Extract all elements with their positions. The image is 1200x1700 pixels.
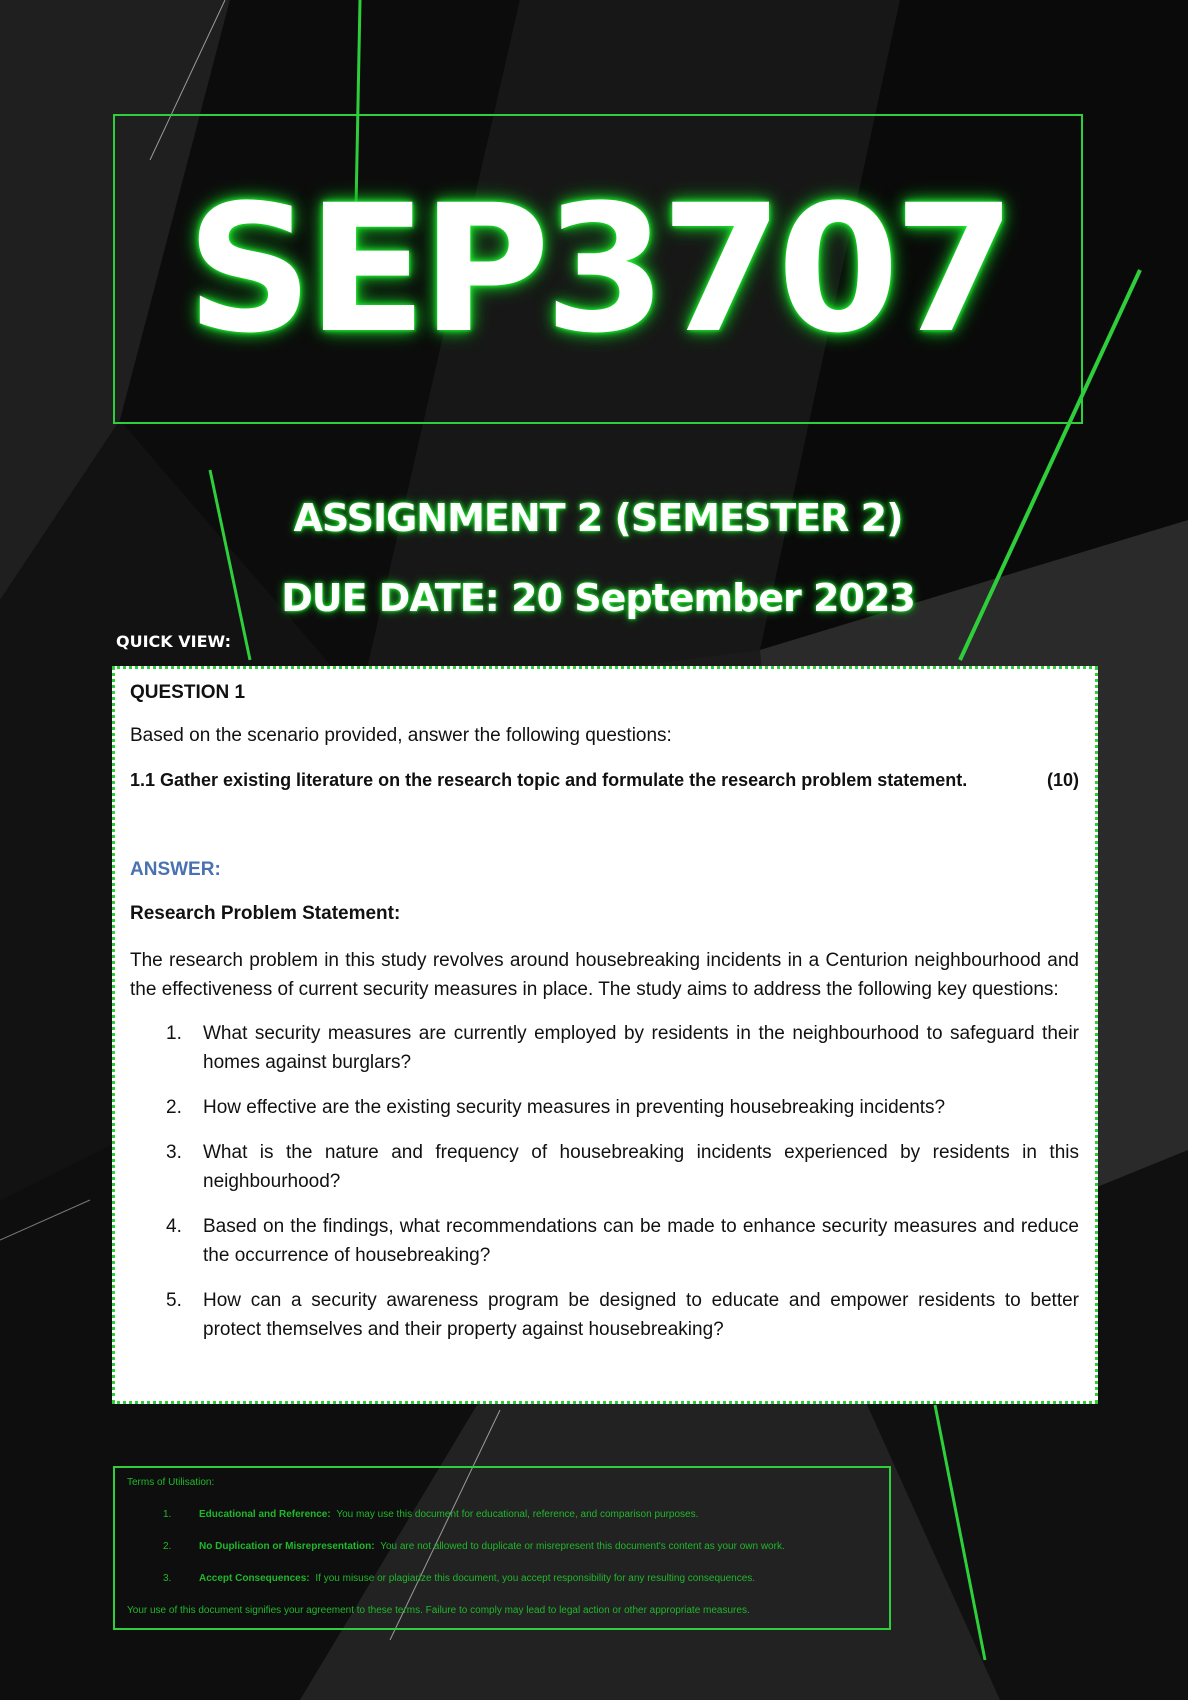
terms-item-title: Accept Consequences: [199,1573,310,1584]
research-problem-heading: Research Problem Statement: [130,903,401,924]
list-item-number: 1. [166,1023,182,1044]
terms-heading: Terms of Utilisation: [127,1477,215,1488]
terms-item [127,1540,877,1554]
terms-item-number: 2. [163,1541,172,1552]
question-intro: Based on the scenario provided, answer the following questions: [130,725,672,746]
terms-item [127,1508,877,1522]
terms-item-text: You may use this document for educational, reference, and comparison purposes. [336,1509,699,1520]
terms-item [127,1572,877,1586]
list-item-number: 2. [166,1097,182,1118]
page-edge-strip [1188,0,1200,1700]
research-questions-list [130,1019,1079,1344]
terms-item-number: 1. [163,1509,172,1520]
due-date: DUE DATE: 20 September 2023 [281,576,915,620]
list-item-number: 5. [166,1290,182,1311]
question-item-marks: (10) [1046,770,1079,790]
question-item-text: 1.1 Gather existing literature on the research topic and formulate the research problem statement. [130,770,968,790]
terms-item-title: Educational and Reference: [199,1509,331,1520]
list-item-text: What is the nature and frequency of housebreaking incidents experienced by residents in this neighbourhood? [203,1142,1079,1192]
terms-box [113,1466,891,1630]
assignment-title: ASSIGNMENT 2 (SEMESTER 2) [293,496,903,540]
question-item [130,768,1079,792]
list-item [130,1138,1079,1196]
list-item-number: 3. [166,1142,182,1163]
content-box [112,666,1098,1404]
terms-footer: Your use of this document signifies your agreement to these terms. Failure to comply may lead to legal action or other appropriate measures. [127,1605,750,1616]
list-item [130,1286,1079,1344]
question-heading: QUESTION 1 [130,682,246,703]
terms-item-title: No Duplication or Misrepresentation: [199,1541,375,1552]
list-item [130,1019,1079,1077]
list-item-number: 4. [166,1216,182,1237]
answer-label: ANSWER: [130,859,221,880]
terms-item-text: If you misuse or plagiarize this document, you accept responsibility for any resulting consequences. [315,1573,756,1584]
quick-view-label: QUICK VIEW: [116,632,232,651]
list-item [130,1093,1079,1122]
course-code-title: SEP3707 [186,167,1010,372]
list-item-text: Based on the findings, what recommendations can be made to enhance security measures and reduce the occurrence of housebreaking? [203,1216,1079,1266]
terms-item-number: 3. [163,1573,172,1584]
list-item [130,1212,1079,1270]
list-item-text: What security measures are currently employed by residents in the neighbourhood to safeguard their homes against burglars? [203,1023,1079,1073]
list-item-text: How effective are the existing security measures in preventing housebreaking incidents? [203,1097,946,1118]
list-item-text: How can a security awareness program be designed to educate and empower residents to better protect themselves and their property against housebreaking? [203,1290,1079,1340]
research-problem-body: The research problem in this study revolves around housebreaking incidents in a Centurion neighbourhood and the effectiveness of current security measures in place. The study aims to address the following key questions: [130,950,1079,1000]
terms-item-text: You are not allowed to duplicate or misrepresent this document's content as your own work. [380,1541,785,1552]
